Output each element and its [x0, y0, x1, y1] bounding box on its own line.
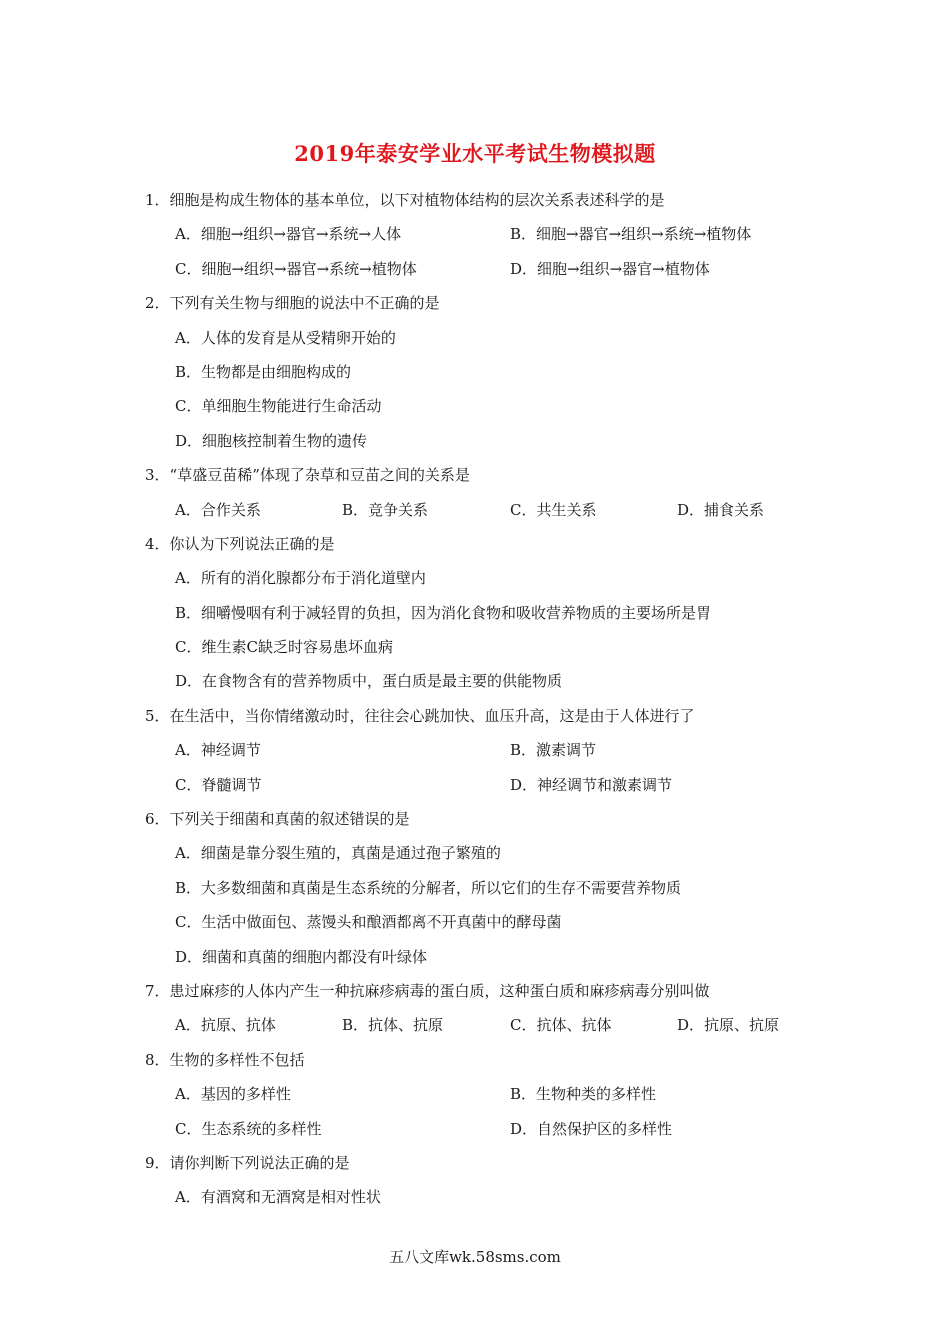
question-6-option-b-row — [145, 874, 825, 908]
question-5-options-row-2 — [145, 771, 825, 805]
question-2-option-d-row — [145, 427, 825, 461]
question-4-option-d-row — [145, 667, 825, 701]
question-9-stem: 9．请你判断下列说法正确的是 — [145, 1153, 350, 1172]
question-7-option-a: A．抗原、抗体 — [175, 1016, 276, 1035]
question-1-option-a: A．细胞→组织→器官→系统→人体 — [175, 225, 402, 244]
question-4-stem: 4．你认为下列说法正确的是 — [145, 534, 335, 553]
question-5-option-c: C．脊髓调节 — [175, 775, 262, 794]
question-5-option-b: B．激素调节 — [510, 741, 597, 760]
question-4-option-d: D．在食物含有的营养物质中，蛋白质是最主要的供能物质 — [175, 672, 563, 691]
question-4-option-a: A．所有的消化腺都分布于消化道壁内 — [175, 569, 426, 588]
question-6-stem: 6．下列关于细菌和真菌的叙述错误的是 — [145, 810, 410, 829]
question-2-option-c-row — [145, 392, 825, 426]
question-5-stem: 5．在生活中，当你情绪激动时，往往会心跳加快、血压升高，这是由于人体进行了 — [145, 706, 695, 725]
page-title: 2019年泰安学业水平考试生物模拟题 — [294, 141, 656, 166]
question-2-option-c: C．单细胞生物能进行生命活动 — [175, 397, 382, 416]
question-4-option-b: B．细嚼慢咽有利于减轻胃的负担，因为消化食物和吸收营养物质的主要场所是胃 — [175, 603, 712, 622]
question-5-option-d: D．神经调节和激素调节 — [510, 775, 673, 794]
question-8-stem: 8．生物的多样性不包括 — [145, 1050, 305, 1069]
question-4-option-b-row — [145, 599, 825, 633]
question-1-options-row-1 — [145, 220, 825, 254]
question-6-option-c: C．生活中做面包、蒸馒头和酿酒都离不开真菌中的酵母菌 — [175, 913, 562, 932]
question-2-stem: 2．下列有关生物与细胞的说法中不正确的是 — [145, 294, 440, 313]
question-8-option-b: B．生物种类的多样性 — [510, 1085, 657, 1104]
question-6-option-a: A．细菌是靠分裂生殖的，真菌是通过孢子繁殖的 — [175, 844, 501, 863]
question-8-option-d: D．自然保护区的多样性 — [510, 1119, 673, 1138]
question-8-option-c: C．生态系统的多样性 — [175, 1119, 322, 1138]
question-list — [145, 186, 825, 1218]
question-6-option-d-row — [145, 943, 825, 977]
question-1-stem: 1．细胞是构成生物体的基本单位，以下对植物体结构的层次关系表述科学的是 — [145, 191, 665, 209]
question-3-option-b: B．竞争关系 — [342, 500, 429, 519]
question-4-option-c: C．维生素C缺乏时容易患坏血病 — [175, 638, 393, 657]
question-7-options-row — [145, 1011, 825, 1045]
question-1-options-row-2 — [145, 255, 825, 289]
question-8-options-row-1 — [145, 1080, 825, 1114]
question-3-option-d: D．捕食关系 — [677, 500, 765, 519]
question-3-option-a: A．合作关系 — [175, 500, 261, 519]
question-5-options-row-1 — [145, 736, 825, 770]
question-5-option-a: A．神经调节 — [175, 741, 261, 760]
question-2-option-b-row — [145, 358, 825, 392]
question-7-option-c: C．抗体、抗体 — [510, 1016, 612, 1035]
question-7-option-b: B．抗体、抗原 — [342, 1016, 444, 1035]
question-6-option-a-row — [145, 839, 825, 873]
question-6-option-b: B．大多数细菌和真菌是生态系统的分解者，所以它们的生存不需要营养物质 — [175, 878, 682, 897]
question-2-option-a: A．人体的发育是从受精卵开始的 — [175, 328, 396, 347]
question-4-option-a-row — [145, 564, 825, 598]
question-7-stem: 7．患过麻疹的人体内产生一种抗麻疹病毒的蛋白质，这种蛋白质和麻疹病毒分别叫做 — [145, 981, 710, 1000]
page-footer: 五八文库wk.58sms.com — [389, 1248, 561, 1266]
question-1-option-d: D．细胞→组织→器官→植物体 — [510, 259, 710, 278]
question-2-option-a-row — [145, 324, 825, 358]
question-6-option-c-row — [145, 908, 825, 942]
question-3-stem: 3．“草盛豆苗稀”体现了杂草和豆苗之间的关系是 — [145, 466, 470, 485]
question-8-options-row-2 — [145, 1115, 825, 1149]
question-2-option-d: D．细胞核控制着生物的遗传 — [175, 431, 368, 450]
question-3-options-row — [145, 496, 825, 530]
question-1-option-c: C．细胞→组织→器官→系统→植物体 — [175, 259, 417, 278]
question-4-option-c-row — [145, 633, 825, 667]
question-1-option-b: B．细胞→器官→组织→系统→植物体 — [510, 225, 752, 244]
question-7-option-d: D．抗原、抗原 — [677, 1016, 780, 1035]
question-3-option-c: C．共生关系 — [510, 500, 597, 519]
question-2-option-b: B．生物都是由细胞构成的 — [175, 362, 352, 381]
question-9-option-a-row — [145, 1183, 825, 1217]
question-9-option-a: A．有酒窝和无酒窝是相对性状 — [175, 1188, 381, 1207]
question-6-option-d: D．细菌和真菌的细胞内都没有叶绿体 — [175, 947, 428, 966]
question-8-option-a: A．基因的多样性 — [175, 1085, 291, 1104]
